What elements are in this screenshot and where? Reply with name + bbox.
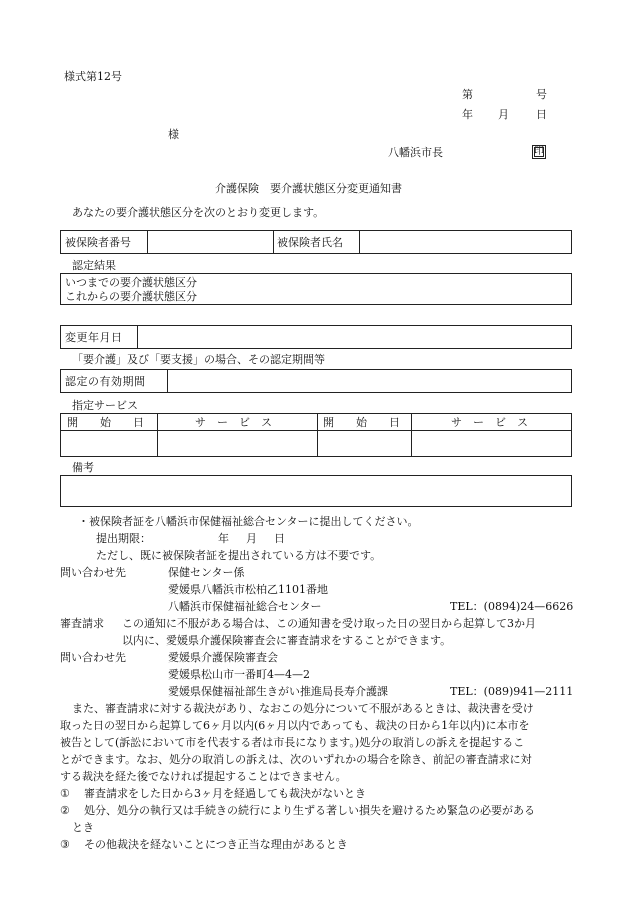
exception-3-text: その他裁決を経ないことにつき正当な理由があるとき — [84, 838, 348, 851]
appeal-text-line2: 以内に、愛媛県介護保険審査会に審査請求をすることができます。 — [122, 634, 452, 647]
change-date-label: 変更年月日 — [65, 331, 123, 344]
services-start-header: 開 始 日 — [67, 416, 144, 429]
certification-section-label: 認定結果 — [72, 259, 116, 272]
exception-2-continuation: とき — [72, 821, 94, 834]
contact1-address: 愛媛県八幡浜市松柏乙1101番地 — [168, 583, 328, 596]
exception-2-text: 処分、処分の執行又は手続きの続行により生ずる著しい損失を避けるため緊急の必要がある — [84, 804, 535, 817]
exception-2-marker: ② — [60, 804, 70, 817]
addressee-suffix: 様 — [168, 128, 179, 141]
contact2-address: 愛媛県松山市一番町4—4—2 — [168, 668, 310, 681]
contact1-tel: TEL：(0894)24—6626 — [450, 600, 574, 613]
exception-3-marker: ③ — [60, 838, 70, 851]
new-level-label: これからの要介護状態区分 — [65, 290, 197, 303]
deadline-label: 提出期限： — [96, 532, 151, 545]
services-start-header-2: 開 始 日 — [323, 416, 400, 429]
insured-row — [60, 230, 572, 254]
contact2-tel: TEL：(089)941—2111 — [450, 685, 574, 698]
insured-number-label: 被保険者番号 — [65, 236, 131, 249]
period-note: 「要介護」及び「要支援」の場合、その認定期間等 — [72, 353, 325, 366]
change-date-row — [60, 325, 572, 349]
contact1-label: 問い合わせ先 — [60, 566, 126, 579]
doc-number-prefix: 第 — [462, 88, 473, 101]
form-number: 様式第12号 — [64, 70, 122, 83]
document-title: 介護保険 要介護状態区分変更通知書 — [215, 182, 402, 195]
contact1-office: 八幡浜市保健福祉総合センター — [168, 600, 322, 613]
contact1-dept: 保健センター係 — [168, 566, 245, 579]
services-table — [60, 413, 572, 457]
services-section-label: 指定サービス — [72, 399, 138, 412]
appeal-text-line1: この通知に不服がある場合は、この通知書を受け取った日の翌日から起算して3か月 — [122, 617, 536, 630]
contact2-dept: 愛媛県介護保険審査会 — [168, 651, 278, 664]
issuer-name: 八幡浜市長 — [388, 146, 443, 159]
lawsuit-line5: する裁決を経た後でなければ提起することはできません。 — [60, 770, 347, 783]
issue-date-day: 日 — [536, 108, 547, 121]
issue-date-month: 月 — [498, 108, 509, 121]
lawsuit-line3: 被告として(訴訟において市を代表する者は市長になります。)処分の取消しの訴えを提起するこ — [60, 736, 525, 749]
deadline-month: 月 — [246, 532, 257, 545]
submit-exception: ただし、既に被保険者証を提出されている方は不要です。 — [96, 549, 382, 562]
contact2-label: 問い合わせ先 — [60, 651, 126, 664]
intro-text: あなたの要介護状態区分を次のとおり変更します。 — [72, 206, 325, 219]
validity-row — [60, 369, 572, 393]
lawsuit-line2: 取った日の翌日から起算して6ヶ月以内(6ヶ月以内であっても、裁決の日から1年以内)に本市を — [60, 719, 530, 732]
doc-number-suffix: 号 — [536, 88, 547, 101]
insured-name-label: 被保険者氏名 — [277, 236, 343, 249]
exception-1-text: 審査請求をした日から3ヶ月を経過しても裁決がないとき — [84, 787, 366, 800]
certification-box — [60, 273, 572, 305]
exception-1-marker: ① — [60, 787, 70, 800]
lawsuit-line1: また、審査請求に対する裁決があり、なおこの処分について不服があるときは、裁決書を受け — [72, 702, 534, 715]
previous-level-label: いつまでの要介護状態区分 — [65, 276, 197, 289]
remarks-box — [60, 475, 572, 507]
deadline-day: 日 — [274, 532, 285, 545]
contact2-office: 愛媛県保健福祉部生きがい推進局長寿介護課 — [168, 685, 388, 698]
submit-instruction: ・被保険者証を八幡浜市保健福祉総合センターに提出してください。 — [78, 515, 419, 528]
seal-mark: 印 — [534, 146, 544, 157]
issue-date-year: 年 — [462, 108, 473, 121]
validity-label: 認定の有効期間 — [65, 375, 146, 388]
appeal-label: 審査請求 — [60, 617, 104, 630]
remarks-label: 備考 — [72, 461, 94, 474]
lawsuit-line4: とができます。なお、処分の取消しの訴えは、次のいずれかの場合を除き、前記の審査請求に対 — [60, 753, 532, 766]
services-service-header: サ ー ビ ス — [195, 416, 272, 429]
services-service-header-2: サ ー ビ ス — [451, 416, 528, 429]
deadline-year: 年 — [218, 532, 229, 545]
